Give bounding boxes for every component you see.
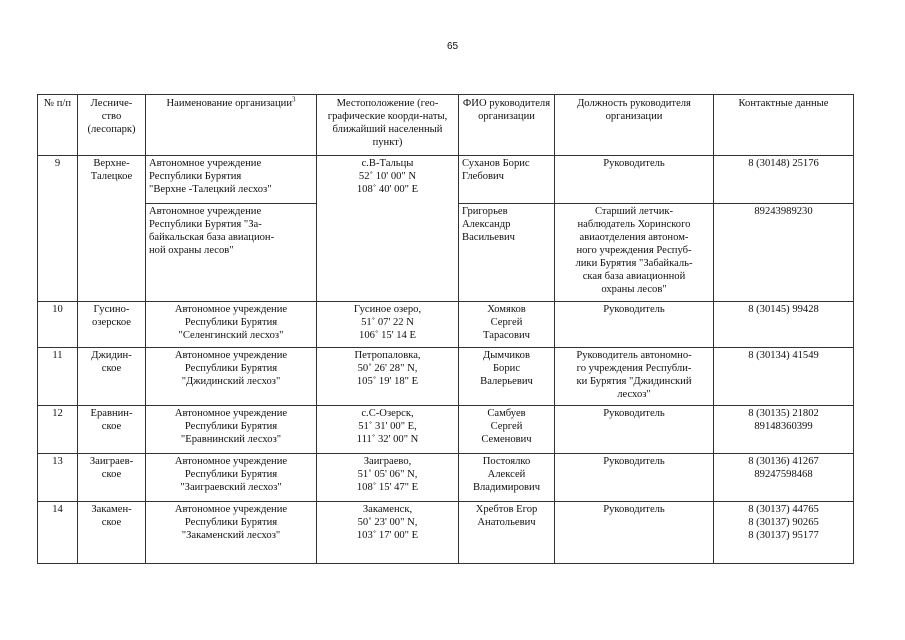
table-row — [38, 156, 854, 204]
row-location: с.В-Тальцы 52˚ 10' 00" N 108˚ 40' 00" E — [317, 156, 459, 302]
row-num: 11 — [38, 348, 78, 406]
row-head-name: Григорьев Александр Васильевич — [459, 204, 555, 302]
row-position: Руководитель — [555, 406, 714, 454]
header-location: Местоположение (гео-графические коорди-наты, ближайший населенный пункт) — [317, 95, 459, 156]
row-num: 10 — [38, 302, 78, 348]
row-head-name: Дымчиков Борис Валерьевич — [459, 348, 555, 406]
row-organization: Автономное учреждение Республики Бурятия "Заиграевский лесхоз" — [146, 454, 317, 502]
row-num: 13 — [38, 454, 78, 502]
row-position: Руководитель автономно- го учреждения Республи- ки Бурятия "Джидинский лесхоз" — [555, 348, 714, 406]
header-forestry: Лесниче-ство (лесопарк) — [78, 95, 146, 156]
row-head-name: Хребтов Егор Анатольевич — [459, 502, 555, 564]
row-location: Петропаловка, 50˚ 26' 28" N, 105˚ 19' 18" E — [317, 348, 459, 406]
row-location: Закаменск, 50˚ 23' 00" N, 103˚ 17' 00" E — [317, 502, 459, 564]
row-organization: Автономное учреждение Республики Бурятия "Селенгинский лесхоз" — [146, 302, 317, 348]
row-head-name: Хомяков Сергей Тарасович — [459, 302, 555, 348]
table-row — [38, 348, 854, 406]
row-contacts: 8 (30145) 99428 — [714, 302, 854, 348]
header-organization — [146, 95, 317, 156]
row-contacts: 89243989230 — [714, 204, 854, 302]
row-head-name: Постоялко Алексей Владимирович — [459, 454, 555, 502]
row-forestry: Джидин- ское — [78, 348, 146, 406]
row-contacts: 8 (30148) 25176 — [714, 156, 854, 204]
row-forestry: Заиграев- ское — [78, 454, 146, 502]
header-head-name: ФИО руководителя организации — [459, 95, 555, 156]
header-row — [38, 95, 854, 156]
page-number: 65 — [446, 41, 459, 52]
row-forestry: Закамен- ское — [78, 502, 146, 564]
row-forestry: Гусино- озерское — [78, 302, 146, 348]
row-organization: Автономное учреждение Республики Бурятия "Еравнинский лесхоз" — [146, 406, 317, 454]
row-num: 9 — [38, 156, 78, 302]
header-organization-text: Наименование организации — [166, 98, 293, 109]
row-head-name: Суханов Борис Глебович — [459, 156, 555, 204]
row-location: Гусиное озеро, 51˚ 07' 22 N 106˚ 15' 14 E — [317, 302, 459, 348]
header-num: № п/п — [38, 95, 78, 156]
row-organization: Автономное учреждение Республики Бурятия "Верхне -Талецкий лесхоз" — [146, 156, 317, 204]
row-location: Заиграево, 51˚ 05' 06" N, 108˚ 15' 47" E — [317, 454, 459, 502]
row-contacts: 8 (30136) 41267 89247598468 — [714, 454, 854, 502]
row-contacts: 8 (30134) 41549 — [714, 348, 854, 406]
row-position: Руководитель — [555, 156, 714, 204]
header-contacts: Контактные данные — [714, 95, 854, 156]
row-head-name: Самбуев Сергей Семенович — [459, 406, 555, 454]
row-forestry: Еравнин- ское — [78, 406, 146, 454]
table-row — [38, 406, 854, 454]
row-num: 14 — [38, 502, 78, 564]
table-row — [38, 302, 854, 348]
row-organization: Автономное учреждение Республики Бурятия "Джидинский лесхоз" — [146, 348, 317, 406]
table-row — [38, 502, 854, 564]
row-contacts: 8 (30137) 44765 8 (30137) 90265 8 (30137) 95177 — [714, 502, 854, 564]
row-position: Руководитель — [555, 502, 714, 564]
row-organization: Автономное учреждение Республики Бурятия "За- байкальская база авиацион- ной охраны лесов" — [146, 204, 317, 302]
footnote-ref: 3 — [292, 95, 296, 104]
table-row — [38, 454, 854, 502]
row-forestry: Верхне- Талецкое — [78, 156, 146, 302]
forestry-contacts-table — [37, 94, 854, 564]
row-position: Старший летчик- наблюдатель Хоринского авиаотделения автоном- ного учреждения Респуб- лики Бурятия "Забайкаль- ская база авиационной охраны лесов" — [555, 204, 714, 302]
header-position: Должность руководителя организации — [555, 95, 714, 156]
row-position: Руководитель — [555, 302, 714, 348]
row-position: Руководитель — [555, 454, 714, 502]
row-num: 12 — [38, 406, 78, 454]
row-location: с.С-Озерск, 51˚ 31' 00" E, 111˚ 32' 00" N — [317, 406, 459, 454]
row-organization: Автономное учреждение Республики Бурятия "Закаменский лесхоз" — [146, 502, 317, 564]
row-contacts: 8 (30135) 21802 89148360399 — [714, 406, 854, 454]
